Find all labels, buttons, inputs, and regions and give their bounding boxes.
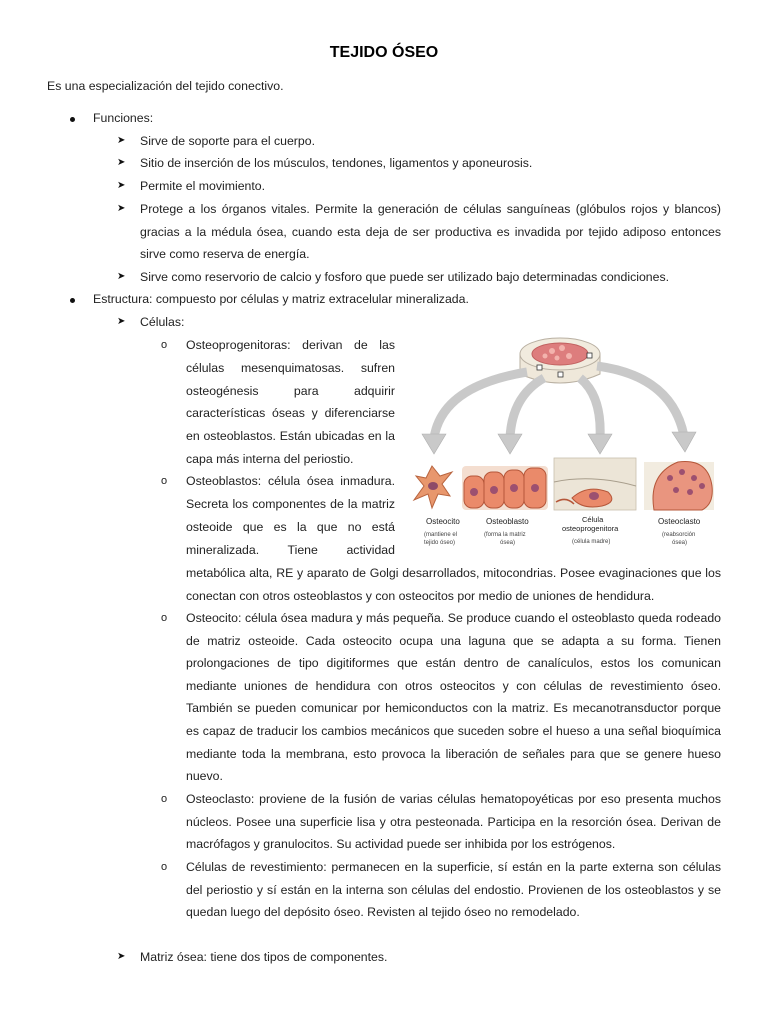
arrow-bullet-icon: ➤ [117,951,126,962]
osteoclasto-paragraph: Osteoclasto: proviene de la fusión de varias células hematopoyéticas por eso presenta muchos núcleos. Posee una superficie lisa y otra pesteonada. Participa en la resorción ósea. Derivan de macrófagos y granulocitos. Su actividad puede ser inhibida por los estrógenos. [186,792,721,852]
label-osteoclasto-sub: (reabsorción [662,532,696,538]
page-title: TEJIDO ÓSEO [329,44,439,61]
label-osteoclasto: Osteoclasto [658,517,701,526]
bone-cells-figure [402,326,720,558]
arrow-bullet-icon: ➤ [117,157,126,168]
osteoprogenitoras-line: células mesenquimatosas. sufren [186,361,395,375]
label-osteoblasto-sub: ósea) [500,540,516,546]
circle-bullet-icon: o [161,475,168,487]
funcion-item: Sirve como reservorio de calcio y fosforo que puede ser utilizado bajo determinadas condiciones. [140,270,670,284]
arrow-bullet-icon: ➤ [117,316,126,327]
osteoblastos-line: mineralizada. Tiene actividad [186,543,395,557]
arrow-bullet-icon: ➤ [117,203,126,214]
matriz-label: Matriz ósea: tiene dos tipos de componentes. [140,950,388,964]
bone-cells-illustration [402,326,720,558]
funcion-item: Sitio de inserción de los músculos, tendones, ligamentos y aponeurosis. [140,156,533,170]
estructura-label: Estructura: compuesto por células y matriz extracelular mineralizada. [93,292,469,306]
revestimiento-paragraph: Células de revestimiento: permanecen en la superficie, sí están en la parte externa son células del periostio y sí están en la interna son células del endostio. Provienen de los osteoblastos y se quedan luego del depósito óseo. Revisten al tejido óseo no remodelado. [186,860,721,920]
arrow-bullet-icon: ➤ [117,180,126,191]
label-osteoclasto-sub: ósea) [672,540,688,546]
osteoprogenitoras-line: Osteoprogenitoras: derivan de las [186,338,395,352]
osteocito-cell [414,466,452,508]
osteoprogenitoras-line: capa más interna del periostio. [186,452,354,466]
label-osteocito: Osteocito [426,517,460,526]
label-progenitora-sub: (célula madre) [572,539,611,545]
osteoblastos-line: osteoide que es la que no está [186,520,395,534]
circle-bullet-icon: o [161,339,168,351]
bone-cylinder [520,338,600,383]
osteoblasto-cells [462,466,548,510]
osteoprogenitoras-line: características óseas y diferenciarse [186,406,395,420]
bullet-dot-icon [70,298,75,303]
funcion-item: Permite el movimiento. [140,179,266,193]
funciones-label: Funciones: [93,111,154,125]
arrow-heads [422,432,696,454]
label-progenitora: osteoprogenitora [562,524,619,533]
osteoprogenitoras-line: osteogénesis para adquirir [186,384,395,398]
label-osteoblasto-sub: (forma la matriz [484,532,526,538]
circle-bullet-icon: o [161,793,168,805]
circle-bullet-icon: o [161,612,168,624]
circle-bullet-icon: o [161,861,168,873]
osteocito-paragraph: Osteocito: célula ósea madura y más pequeña. Se produce cuando el osteoblasto queda rodeado de matriz osteoide. Cada osteocito ocupa una laguna que se adapta a su forma. Tienen prolongaciones de tipo digitiformes que están dentro de canalículos, estos los comunican mediante uniones de hendidura con otros osteocitos y con células de revestimiento óseo. También se pueden comunicar por hemiconductos con la matriz. Es mecanotransductor porque es capaz de traducir los cambios mecánicos que suceden sobre el hueso a una señal bioquímica mediante toda la membrana, esto provoca la liberación de señales para que se genere hueso nuevo. [186,611,721,784]
osteoprogenitoras-line: en osteoblastos. Están ubicadas en la [186,429,395,443]
funcion-item: Protege a los órganos vitales. Permite la generación de células sanguíneas (glóbulos rojos y blancos) gracias a la médula ósea, cuando esta deja de ser productiva es invadida por tejido adiposo entonces sirve como reserva de energía. [140,202,721,262]
osteoprogenitora-cell [554,458,636,510]
label-osteocito-sub: tejido óseo) [424,540,456,546]
osteoclasto-cell [644,462,714,511]
funcion-item: Sirve de soporte para el cuerpo. [140,134,315,148]
bullet-dot-icon [70,117,75,122]
label-osteocito-sub: (mantiene el [424,532,458,538]
osteoblastos-line: Secreta los componentes de la matriz [186,497,395,511]
osteoblastos-paragraph: metabólica alta, RE y aparato de Golgi desarrollados, mitocondrias. Posee evaginaciones que los conectan con otros osteoblastos y con osteocitos por medio de uniones de hendidura. [186,566,721,603]
label-osteoblasto: Osteoblasto [486,517,529,526]
arrow-bullet-icon: ➤ [117,135,126,146]
osteoblastos-line: Osteoblastos: célula ósea inmadura. [186,474,395,488]
label-progenitora: Célula [582,515,604,524]
celulas-label: Células: [140,315,185,329]
arrow-bullet-icon: ➤ [117,271,126,282]
intro-text: Es una especialización del tejido conectivo. [47,79,284,93]
